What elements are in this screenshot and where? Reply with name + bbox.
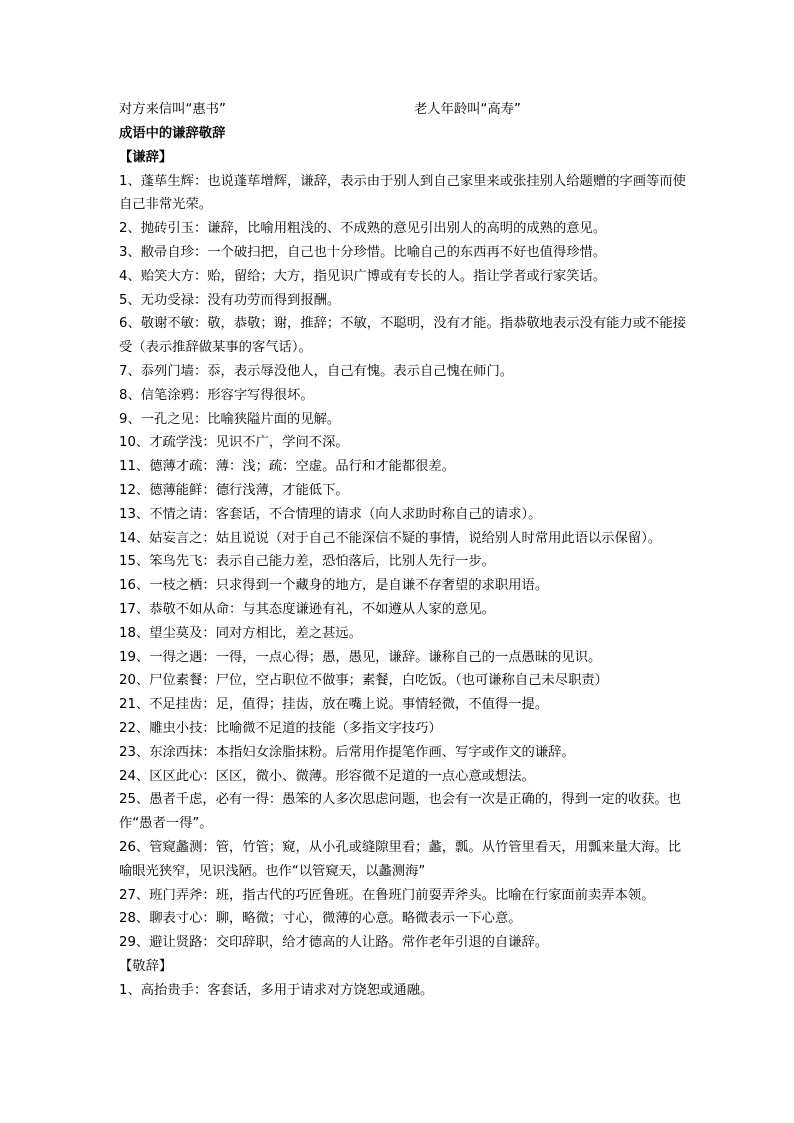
list-item: 25、愚者千虑，必有一得：愚笨的人多次思虑问题，也会有一次是正确的，得到一定的收获。也作“愚者一得”。 (119, 792, 682, 832)
list-item: 14、姑妄言之：姑且说说（对于自己不能深信不疑的事情，说给别人时常用此语以示保留）。 (119, 530, 662, 546)
list-item: 1、高抬贵手：客套话，多用于请求对方饶恕或通融。 (119, 982, 434, 998)
top-row (119, 100, 689, 120)
list-item: 1、蓬荜生辉：也说蓬荜增辉，谦辞，表示由于别人到自己家里来或张挂别人给题赠的字画等而使自己非常光荣。 (119, 173, 686, 213)
document-content (119, 100, 689, 1002)
section-title-qianci: 【谦辞】 (119, 149, 173, 165)
list-item: 20、尸位素餐：尸位，空占职位不做事；素餐，白吃饭。（也可谦称自己未尽职责） (119, 673, 608, 689)
top-right-text: 老人年龄叫“高寿” (414, 102, 521, 117)
list-item: 16、一枝之栖：只求得到一个藏身的地方，是自谦不存奢望的求职用语。 (119, 578, 549, 594)
list-item: 13、不情之请：客套话，不合情理的请求（向人求助时称自己的请求）。 (119, 506, 542, 522)
list-item: 22、雕虫小技：比喻微不足道的技能（多指文字技巧） (119, 720, 442, 736)
list-item: 6、敬谢不敏：敬，恭敬；谢，推辞；不敏，不聪明，没有才能。指恭敬地表示没有能力或不能接受（表示推辞做某事的客气话）。 (119, 316, 686, 356)
list-item: 27、班门弄斧：班，指古代的巧匠鲁班。在鲁班门前耍弄斧头。比喻在行家面前卖弄本领。 (119, 887, 655, 903)
top-left-text: 对方来信叫“惠书” (119, 102, 226, 117)
list-item: 2、抛砖引玉：谦辞，比喻用粗浅的、不成熟的意见引出别人的高明的成熟的意见。 (119, 221, 607, 237)
list-item: 29、避让贤路：交印辞职，给才德高的人让路。常作老年引退的自谦辞。 (119, 935, 549, 951)
list-item: 17、恭敬不如从命：与其态度谦逊有礼，不如遵从人家的意见。 (119, 601, 495, 617)
list-item: 7、忝列门墙：忝，表示辱没他人，自己有愧。表示自己愧在师门。 (119, 363, 514, 379)
section-title-jingci: 【敬辞】 (119, 958, 173, 974)
list-item: 11、德薄才疏：薄：浅；疏：空虚。品行和才能都很差。 (119, 459, 456, 475)
list-item: 26、管窥蠡测：管，竹管；窥，从小孔或缝隙里看；蠡，瓢。从竹管里看天，用瓢来量大海。比喻眼光狭窄，见识浅陋。也作“以管窥天，以蠡测海” (119, 839, 682, 879)
list-item: 10、才疏学浅：见识不广，学问不深。 (119, 435, 349, 451)
list-item: 8、信笔涂鸦：形容字写得很坏。 (119, 387, 314, 403)
list-item: 24、区区此心：区区，微小、微薄。形容微不足道的一点心意或想法。 (119, 768, 535, 784)
list-item: 5、无功受禄：没有功劳而得到报酬。 (119, 292, 341, 308)
list-item: 18、望尘莫及：同对方相比，差之甚远。 (119, 625, 362, 641)
jingci-list (119, 979, 689, 1003)
qianci-list (119, 170, 689, 955)
list-item: 15、笨鸟先飞：表示自己能力差，恐怕落后，比别人先行一步。 (119, 554, 495, 570)
list-item: 4、贻笑大方：贻，留给；大方，指见识广博或有专长的人。指让学者或行家笑话。 (119, 268, 607, 284)
list-item: 19、一得之遇：一得，一点心得；愚，愚见，谦辞。谦称自己的一点愚昧的见识。 (119, 649, 602, 665)
list-item: 21、不足挂齿：足，值得；挂齿，放在嘴上说。事情轻微，不值得一提。 (119, 697, 549, 713)
list-item: 9、一孔之见：比喻狭隘片面的见解。 (119, 411, 341, 427)
list-item: 23、东涂西抹：本指妇女涂脂抹粉。后常用作提笔作画、写字或作文的谦辞。 (119, 744, 575, 760)
page-heading: 成语中的谦辞敬辞 (119, 126, 226, 141)
list-item: 3、敝帚自珍：一个破扫把，自己也十分珍惜。比喻自己的东西再不好也值得珍惜。 (119, 244, 607, 260)
list-item: 28、聊表寸心：聊，略微；寸心，微薄的心意。略微表示一下心意。 (119, 911, 522, 927)
list-item: 12、德薄能鲜：德行浅薄，才能低下。 (119, 482, 349, 498)
